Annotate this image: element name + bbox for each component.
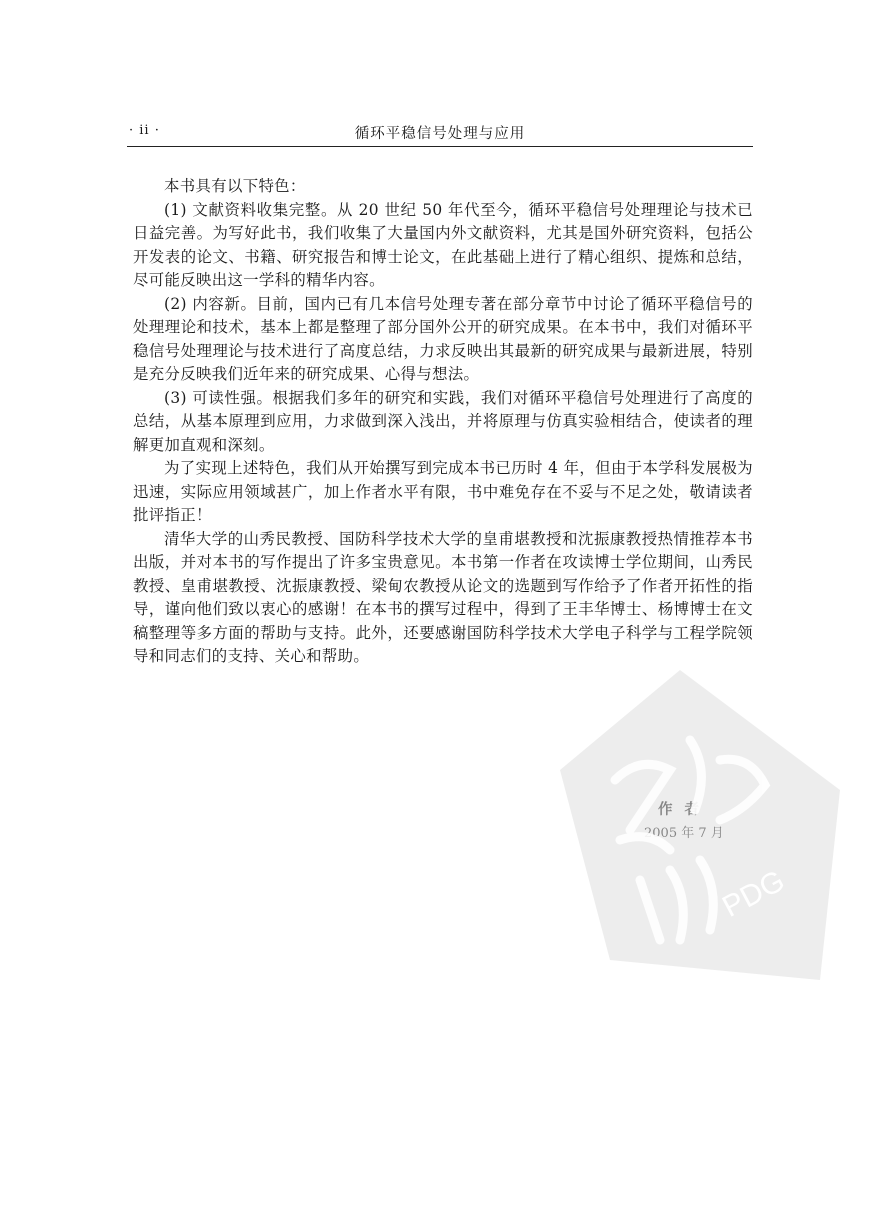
watermark-seal bbox=[520, 660, 850, 990]
page-number: · ii · bbox=[129, 123, 160, 138]
paragraph-acknowledgements: 清华大学的山秀民教授、国防科学技术大学的皇甫堪教授和沈振康教授热情推荐本书出版，并对本书的写作提出了许多宝贵意见。本书第一作者在攻读博士学位期间，山秀民教授、皇甫堪教授、沈振康教授、梁甸农教授从论文的选题到写作给予了作者开拓性的指导，谨向他们致以衷心的感谢！在本书的撰写过程中，得到了王丰华博士、杨博博士在文稿整理等多方面的帮助与支持。此外，还要感谢国防科学技术大学电子科学与工程学院领导和同志们的支持、关心和帮助。 bbox=[133, 529, 753, 665]
running-header bbox=[127, 118, 753, 147]
paragraph-intro: 本书具有以下特色： bbox=[164, 177, 306, 195]
paragraph-feature-2: (2) 内容新。目前，国内已有几本信号处理专著在部分章节中讨论了循环平稳信号的处理理论和技术，基本上都是整理了部分国外公开的研究成果。在本书中，我们对循环平稳信号处理理论与技术进行了高度总结，力求反映出其最新的研究成果与最新进展，特别是充分反映我们近年来的研究成果、心得与想法。 bbox=[133, 294, 753, 383]
watermark-text: PDG bbox=[717, 864, 791, 924]
paragraph-closing: 为了实现上述特色，我们从开始撰写到完成本书已历时 4 年，但由于本学科发展极为迅速，实际应用领域甚广，加上作者水平有限，书中难免存在不妥与不足之处，敬请读者批评指正！ bbox=[133, 459, 753, 524]
paragraph-feature-1: (1) 文献资料收集完整。从 20 世纪 50 年代至今，循环平稳信号处理理论与技术已日益完善。为写好此书，我们收集了大量国内外文献资料，尤其是国外研究资料，包括公开发表的论文、书籍、研究报告和博士论文，在此基础上进行了精心组织、提炼和总结，尽可能反映出这一学科的精华内容。 bbox=[133, 200, 753, 289]
header-title: 循环平稳信号处理与应用 bbox=[354, 126, 526, 142]
preface-body bbox=[133, 175, 753, 669]
paragraph-feature-3: (3) 可读性强。根据我们多年的研究和实践，我们对循环平稳信号处理进行了高度的总结，从基本原理到应用，力求做到深入浅出，并将原理与仿真实验相结合，使读者的理解更加直观和深刻。 bbox=[133, 388, 753, 454]
